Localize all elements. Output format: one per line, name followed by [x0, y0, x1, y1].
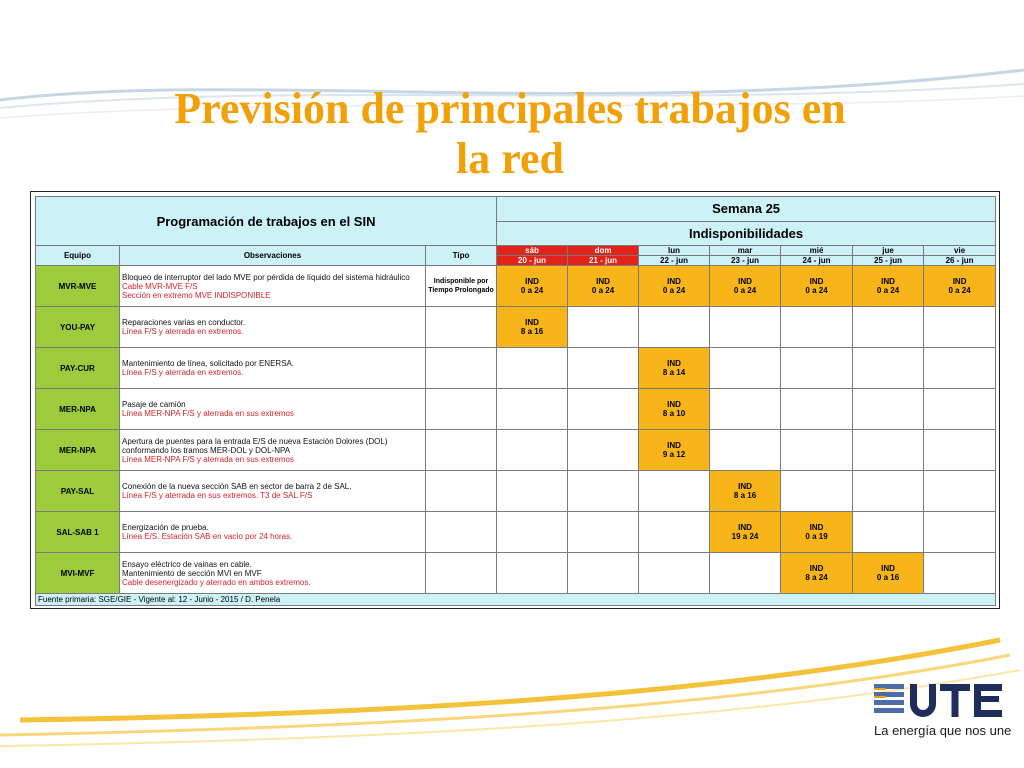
unavailability-cell	[497, 266, 568, 307]
table-row	[36, 389, 996, 430]
day-name-6: vie	[924, 246, 996, 256]
tipo-cell	[426, 348, 497, 389]
observacion-line: Línea F/S y aterrada en extremos.	[122, 368, 244, 377]
hours-label: 0 a 24	[591, 286, 615, 295]
unavailability-cell	[781, 512, 853, 553]
unavailability-cell	[639, 389, 710, 430]
empty-cell	[497, 553, 568, 594]
empty-cell	[568, 348, 639, 389]
day-date-5: 25 - jun	[853, 256, 924, 266]
observacion-line: Sección en extremo MVE INDISPONIBLE	[122, 290, 271, 300]
day-date-6: 26 - jun	[924, 256, 996, 266]
empty-cell	[568, 389, 639, 430]
empty-cell	[853, 389, 924, 430]
unavailability-cell	[568, 266, 639, 307]
tipo-cell	[426, 430, 497, 471]
tipo-cell: Indisponible por Tiempo Prolongado	[426, 266, 497, 307]
table-row	[36, 512, 996, 553]
equipo-cell: MER-NPA	[36, 430, 120, 471]
unavailability-cell	[710, 266, 781, 307]
hours-label: 0 a 24	[662, 286, 686, 295]
empty-cell	[639, 471, 710, 512]
ute-logo-mark	[874, 680, 1004, 720]
observacion-line: Línea F/S y aterrada en extremos.	[122, 327, 244, 336]
empty-cell	[781, 430, 853, 471]
observacion-line: Pasaje de camión	[122, 400, 186, 409]
observacion-line: Línea E/S. Estación SAB en vacío por 24 horas.	[122, 532, 293, 541]
ind-label: IND	[738, 482, 752, 491]
empty-cell	[924, 389, 996, 430]
ind-label: IND	[809, 523, 824, 532]
observacion-line: Apertura de puentes para la entrada E/S de nueva Estación Dolores (DOL) conformando los tramos MER-DOL y DOL-NPA	[122, 436, 388, 455]
empty-cell	[710, 307, 781, 348]
observaciones-cell	[120, 307, 426, 348]
day-name-5: jue	[853, 246, 924, 256]
observacion-line: Ensayo eléctrico de vainas en cable. Mantenimiento de sección MVI en MVF	[122, 559, 262, 578]
observacion-line: Conexión de la nueva sección SAB en sector de barra 2 de SAL.	[122, 482, 352, 491]
ind-label: IND	[667, 277, 681, 286]
slide-title-line2: la red	[456, 134, 564, 183]
unavailability-cell	[497, 307, 568, 348]
equipo-cell: YOU-PAY	[36, 307, 120, 348]
empty-cell	[781, 471, 853, 512]
empty-cell	[924, 471, 996, 512]
ind-label: IND	[881, 277, 895, 286]
hours-label: 0 a 24	[520, 286, 544, 295]
empty-cell	[853, 512, 924, 553]
source-footer: Fuente primaria: SGE/GIE - Vigente al: 12 - Junio - 2015 / D. Penela	[36, 594, 996, 606]
table-row	[36, 430, 996, 471]
empty-cell	[639, 512, 710, 553]
unavailability-cell	[639, 430, 710, 471]
equipo-cell: MVI-MVF	[36, 553, 120, 594]
table-row	[36, 471, 996, 512]
observaciones-cell	[120, 348, 426, 389]
unavailability-cell	[853, 553, 924, 594]
indisponibilidades-header: Indisponibilidades	[497, 221, 996, 246]
hours-label: 9 a 12	[662, 450, 686, 459]
day-date-1: 21 - jun	[568, 256, 639, 266]
hours-label: 8 a 16	[733, 491, 757, 500]
empty-cell	[497, 348, 568, 389]
table-row	[36, 348, 996, 389]
schedule-table	[35, 196, 996, 606]
observacion-line: Bloqueo de interruptor del lado MVE por pérdida de líquido del sistema hidráulico	[122, 272, 410, 282]
empty-cell	[924, 307, 996, 348]
empty-cell	[924, 512, 996, 553]
observacion-line: Mantenimiento de línea, solicitado por ENERSA.	[122, 359, 295, 368]
tipo-cell	[426, 553, 497, 594]
empty-cell	[568, 471, 639, 512]
ind-label: IND	[596, 277, 610, 286]
empty-cell	[853, 471, 924, 512]
semana-header: Semana 25	[497, 197, 996, 222]
table-row	[36, 553, 996, 594]
observacion-line: Cable MVR-MVE F/S	[122, 281, 198, 291]
ind-label: IND	[952, 277, 967, 286]
empty-cell	[853, 307, 924, 348]
empty-cell	[639, 307, 710, 348]
slide-title	[60, 84, 960, 184]
hours-label: 8 a 14	[662, 368, 686, 377]
equipo-cell: PAY-CUR	[36, 348, 120, 389]
hours-label: 0 a 24	[876, 286, 900, 295]
unavailability-cell	[924, 266, 996, 307]
observaciones-cell	[120, 553, 426, 594]
empty-cell	[710, 553, 781, 594]
ind-label: IND	[667, 359, 681, 368]
observacion-line: Línea MER-NPA F/S y aterrada en sus extremos	[122, 454, 294, 464]
hours-label: 8 a 24	[805, 573, 828, 582]
observacion-line: Línea MER-NPA F/S y aterrada en sus extremos	[122, 409, 294, 418]
empty-cell	[710, 430, 781, 471]
tipo-cell	[426, 389, 497, 430]
empty-cell	[853, 430, 924, 471]
equipo-cell: PAY-SAL	[36, 471, 120, 512]
observaciones-cell	[120, 512, 426, 553]
unavailability-cell	[639, 348, 710, 389]
day-date-2: 22 - jun	[639, 256, 710, 266]
empty-cell	[497, 512, 568, 553]
hours-label: 0 a 24	[733, 286, 757, 295]
ind-label: IND	[809, 277, 824, 286]
empty-cell	[924, 348, 996, 389]
observaciones-cell	[120, 471, 426, 512]
empty-cell	[853, 348, 924, 389]
empty-cell	[924, 553, 996, 594]
hours-label: 0 a 24	[805, 286, 828, 295]
empty-cell	[710, 389, 781, 430]
tipo-cell	[426, 471, 497, 512]
day-date-3: 23 - jun	[710, 256, 781, 266]
unavailability-cell	[781, 266, 853, 307]
hours-label: 0 a 19	[805, 532, 828, 541]
hours-label: 0 a 16	[876, 573, 900, 582]
equipo-cell: SAL-SAB 1	[36, 512, 120, 553]
observacion-line: Energización de prueba.	[122, 523, 209, 532]
unavailability-cell	[781, 553, 853, 594]
day-name-2: lun	[639, 246, 710, 256]
equipo-header: Equipo	[36, 246, 120, 266]
tipo-cell	[426, 512, 497, 553]
observacion-line: Cable desenergizado y aterrado en ambos extremos.	[122, 577, 311, 587]
day-name-3: mar	[710, 246, 781, 256]
observacion-line: Línea F/S y aterrada en sus extremos. T3 de SAL F/S	[122, 491, 313, 500]
empty-cell	[781, 348, 853, 389]
observaciones-header: Observaciones	[120, 246, 426, 266]
empty-cell	[497, 471, 568, 512]
table-row	[36, 307, 996, 348]
hours-label: 0 a 24	[948, 286, 971, 295]
ind-label: IND	[525, 318, 539, 327]
observaciones-cell	[120, 266, 426, 307]
ind-label: IND	[667, 441, 681, 450]
empty-cell	[497, 430, 568, 471]
schedule-table-frame	[30, 191, 1000, 609]
logo-tagline: La energía que nos une	[874, 723, 1012, 738]
unavailability-cell	[710, 512, 781, 553]
empty-cell	[568, 430, 639, 471]
day-date-0: 20 - jun	[497, 256, 568, 266]
ind-label: IND	[738, 523, 752, 532]
hours-label: 8 a 16	[520, 327, 544, 336]
unavailability-cell	[639, 266, 710, 307]
empty-cell	[497, 389, 568, 430]
ute-logo	[874, 680, 1012, 740]
day-name-4: mié	[781, 246, 853, 256]
day-date-4: 24 - jun	[781, 256, 853, 266]
ind-label: IND	[738, 277, 752, 286]
observaciones-cell	[120, 430, 426, 471]
empty-cell	[568, 553, 639, 594]
empty-cell	[639, 553, 710, 594]
ind-label: IND	[809, 564, 824, 573]
slide-title-line1: Previsión de principales trabajos en	[174, 84, 846, 133]
unavailability-cell	[853, 266, 924, 307]
empty-cell	[568, 512, 639, 553]
empty-cell	[710, 348, 781, 389]
observaciones-cell	[120, 389, 426, 430]
ind-label: IND	[667, 400, 681, 409]
ind-label: IND	[525, 277, 539, 286]
empty-cell	[781, 307, 853, 348]
empty-cell	[924, 430, 996, 471]
empty-cell	[568, 307, 639, 348]
empty-cell	[781, 389, 853, 430]
tipo-cell	[426, 307, 497, 348]
hours-label: 19 a 24	[731, 532, 759, 541]
ind-label: IND	[881, 564, 895, 573]
hours-label: 8 a 10	[662, 409, 686, 418]
table-row	[36, 266, 996, 307]
day-name-0: sáb	[497, 246, 568, 256]
equipo-cell: MVR-MVE	[36, 266, 120, 307]
observacion-line: Reparaciones varias en conductor.	[122, 318, 246, 327]
day-name-1: dom	[568, 246, 639, 256]
programacion-header: Programación de trabajos en el SIN	[36, 197, 497, 246]
unavailability-cell	[710, 471, 781, 512]
tipo-header: Tipo	[426, 246, 497, 266]
equipo-cell: MER-NPA	[36, 389, 120, 430]
